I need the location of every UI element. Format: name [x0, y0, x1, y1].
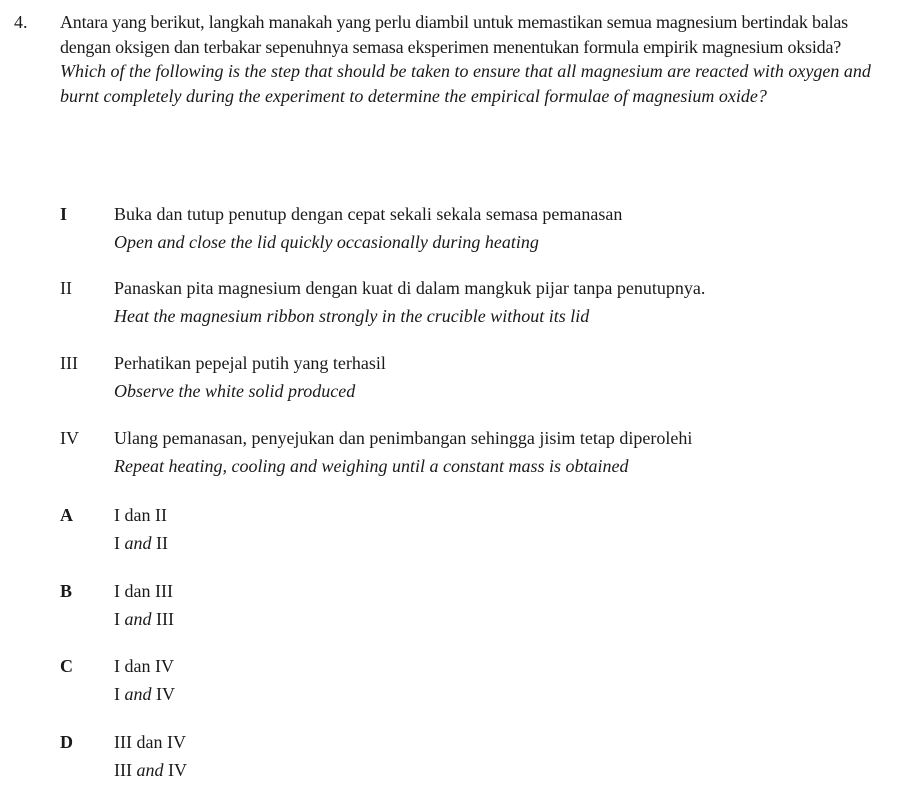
question-stem-english: Which of the following is the step that should be taken to ensure that all magnesium are reacted with oxygen and burnt completely during the experiment to determine the empirical formulae of magnesium oxide? — [60, 61, 871, 106]
statement-text-english: Observe the white solid produced — [114, 381, 356, 401]
statement-text-english: Open and close the lid quickly occasionally during heating — [114, 232, 539, 252]
statement-iii — [60, 349, 896, 409]
statement-numeral: III — [60, 353, 78, 373]
option-text-malay: I dan II — [114, 505, 167, 525]
option-text-malay: I dan IV — [114, 656, 174, 676]
option-text-malay: I dan III — [114, 581, 173, 601]
statement-numeral: I — [60, 204, 68, 224]
statement-iv — [60, 424, 896, 484]
statement-text-malay: Panaskan pita magnesium dengan kuat di dalam mangkuk pijar tanpa penutupnya. — [114, 278, 706, 298]
statement-text-english: Heat the magnesium ribbon strongly in the crucible without its lid — [114, 306, 590, 326]
option-text-malay: III dan IV — [114, 732, 186, 752]
question-number: 4. — [14, 12, 28, 32]
option-letter: D — [60, 732, 73, 752]
option-text-english: I and III — [114, 609, 174, 629]
statement-numeral: IV — [60, 428, 79, 448]
option-letter: A — [60, 505, 73, 525]
option-letter: C — [60, 656, 73, 676]
option-text-english: I and II — [114, 533, 168, 553]
statement-text-malay: Ulang pemanasan, penyejukan dan penimbangan sehingga jisim tetap diperolehi — [114, 428, 693, 448]
statement-text-english: Repeat heating, cooling and weighing until a constant mass is obtained — [114, 456, 629, 476]
option-a[interactable] — [60, 501, 896, 561]
question-stem-malay: Antara yang berikut, langkah manakah yang perlu diambil untuk memastikan semua magnesium bertindak balas dengan oksigen dan terbakar sepenuhnya semasa eksperimen menentukan formula empirik magnesium oksida? — [60, 12, 848, 57]
statement-numeral: II — [60, 278, 72, 298]
option-text-english: I and IV — [114, 684, 175, 704]
option-d[interactable] — [60, 728, 896, 788]
option-b[interactable] — [60, 577, 896, 637]
option-c[interactable] — [60, 652, 896, 712]
statement-text-malay: Buka dan tutup penutup dengan cepat sekali sekala semasa pemanasan — [114, 204, 623, 224]
option-letter: B — [60, 581, 73, 601]
question-stem — [60, 10, 896, 108]
statement-i — [60, 200, 896, 260]
statement-ii — [60, 274, 896, 334]
statement-text-malay: Perhatikan pepejal putih yang terhasil — [114, 353, 386, 373]
option-text-english: III and IV — [114, 760, 187, 780]
